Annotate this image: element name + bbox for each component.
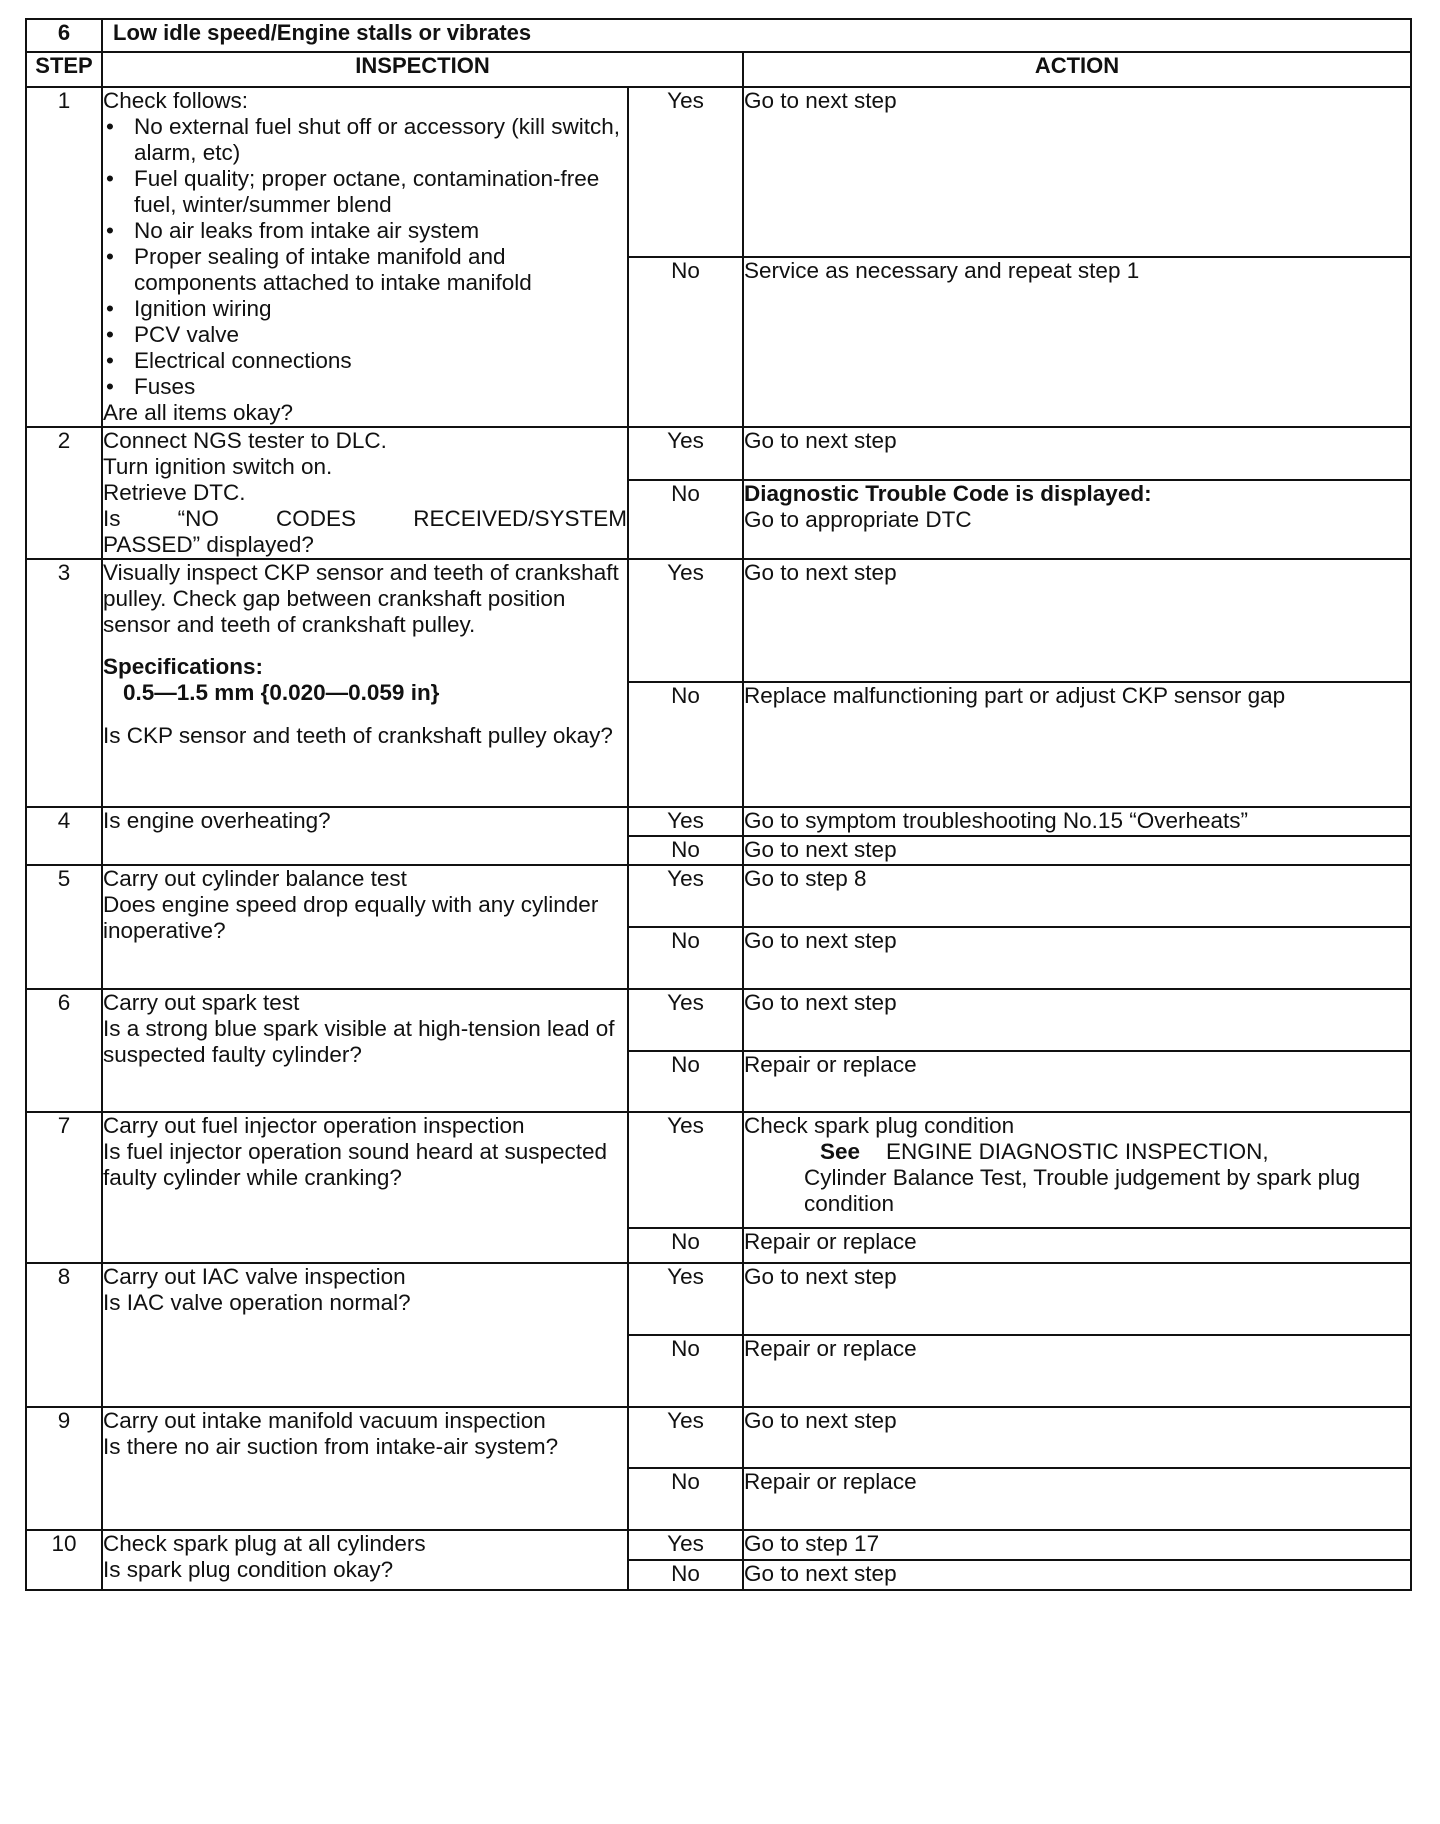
answer-yes: Yes xyxy=(628,1530,743,1560)
inspection-question: Is CKP sensor and teeth of crankshaft pulley okay? xyxy=(103,723,613,748)
action-yes: Go to next step xyxy=(743,87,1411,257)
inspection-text: Visually inspect CKP sensor and teeth of crankshaft pulley. Check gap between crankshaft position sensor and teeth of crankshaft pulley. xyxy=(103,560,619,637)
inspection-cell xyxy=(102,865,628,989)
step-number: 1 xyxy=(26,87,102,427)
inspection-question: Does engine speed drop equally with any cylinder inoperative? xyxy=(103,892,599,943)
answer-no: No xyxy=(628,480,743,559)
action-no: Service as necessary and repeat step 1 xyxy=(743,257,1411,427)
list-item: • No air leaks from intake air system xyxy=(103,218,627,244)
inspection-question: Is a strong blue spark visible at high-tension lead of suspected faulty cylinder? xyxy=(103,1016,615,1067)
action-yes: Go to step 8 xyxy=(743,865,1411,927)
list-item: • No external fuel shut off or accessory (kill switch, alarm, etc) xyxy=(103,114,627,166)
inspection-cell: Is engine overheating? xyxy=(102,807,628,865)
action-no: Go to next step xyxy=(743,1560,1411,1590)
inspection-line: Carry out cylinder balance test xyxy=(103,866,407,891)
inspection-question: Is “NO CODES RECEIVED/SYSTEM xyxy=(103,506,627,531)
table-row xyxy=(26,559,1411,682)
step-number: 2 xyxy=(26,427,102,559)
inspection-question: Is spark plug condition okay? xyxy=(103,1557,394,1582)
answer-no: No xyxy=(628,836,743,865)
table-row xyxy=(26,427,1411,480)
spacer xyxy=(103,706,627,723)
specifications-label: Specifications: xyxy=(103,654,264,679)
inspection-question: Is IAC valve operation normal? xyxy=(103,1290,411,1315)
see-reference-detail: Cylinder Balance Test, Trouble judgement by spark plug condition xyxy=(804,1165,1361,1216)
action-yes: Go to next step xyxy=(743,427,1411,480)
symptom-title: Low idle speed/Engine stalls or vibrates xyxy=(102,19,1411,52)
step-number: 9 xyxy=(26,1407,102,1530)
action-no: Repair or replace xyxy=(743,1335,1411,1407)
list-item: • PCV valve xyxy=(103,322,627,348)
answer-no: No xyxy=(628,1051,743,1112)
answer-no: No xyxy=(628,927,743,989)
step-number: 3 xyxy=(26,559,102,807)
see-reference xyxy=(744,1139,1410,1165)
list-item: • Ignition wiring xyxy=(103,296,627,322)
table-row xyxy=(26,989,1411,1051)
action-no xyxy=(743,480,1411,559)
list-item: • Fuses xyxy=(103,374,627,400)
inspection-cell xyxy=(102,1112,628,1263)
table-row xyxy=(26,1112,1411,1228)
table-row xyxy=(26,807,1411,836)
inspection-cell xyxy=(102,1407,628,1530)
inspection-line: Carry out intake manifold vacuum inspection xyxy=(103,1408,546,1433)
answer-no: No xyxy=(628,257,743,427)
list-item: • Fuel quality; proper octane, contamination-free fuel, winter/summer blend xyxy=(103,166,627,218)
column-header-step: STEP xyxy=(26,52,102,87)
action-yes: Go to step 17 xyxy=(743,1530,1411,1560)
answer-yes: Yes xyxy=(628,1112,743,1228)
diagnostic-page xyxy=(25,18,1410,1591)
see-reference-title: ENGINE DIAGNOSTIC INSPECTION, xyxy=(886,1139,1269,1164)
action-yes: Go to next step xyxy=(743,559,1411,682)
step-number: 4 xyxy=(26,807,102,865)
step-number: 10 xyxy=(26,1530,102,1590)
table-row xyxy=(26,1530,1411,1560)
inspection-line: Retrieve DTC. xyxy=(103,480,246,505)
table-row xyxy=(26,865,1411,927)
step-number: 8 xyxy=(26,1263,102,1407)
inspection-question: Is fuel injector operation sound heard at suspected faulty cylinder while cranking? xyxy=(103,1139,608,1190)
inspection-intro: Check follows: xyxy=(103,88,249,113)
inspection-line: Check spark plug at all cylinders xyxy=(103,1531,426,1556)
answer-yes: Yes xyxy=(628,559,743,682)
inspection-question: Are all items okay? xyxy=(103,400,294,425)
inspection-cell xyxy=(102,1263,628,1407)
inspection-line: Connect NGS tester to DLC. xyxy=(103,428,387,453)
answer-yes: Yes xyxy=(628,87,743,257)
answer-no: No xyxy=(628,1560,743,1590)
see-label: See xyxy=(820,1139,861,1164)
dtc-action-text: Go to appropriate DTC xyxy=(744,506,972,532)
step-number: 5 xyxy=(26,865,102,989)
inspection-question-end: PASSED” displayed? xyxy=(103,532,314,557)
action-no: Repair or replace xyxy=(743,1468,1411,1530)
answer-yes: Yes xyxy=(628,865,743,927)
answer-yes: Yes xyxy=(628,427,743,480)
inspection-cell xyxy=(102,87,628,427)
action-no: Go to next step xyxy=(743,836,1411,865)
action-yes: Go to next step xyxy=(743,1263,1411,1335)
action-no: Go to next step xyxy=(743,927,1411,989)
action-no: Repair or replace xyxy=(743,1051,1411,1112)
column-header-row xyxy=(26,52,1411,87)
answer-no: No xyxy=(628,1228,743,1263)
inspection-line: Turn ignition switch on. xyxy=(103,454,333,479)
diagnostic-table xyxy=(25,18,1412,1591)
action-no: Repair or replace xyxy=(743,1228,1411,1263)
inspection-question: Is there no air suction from intake-air system? xyxy=(103,1434,559,1459)
answer-no: No xyxy=(628,1468,743,1530)
column-header-inspection: INSPECTION xyxy=(102,52,743,87)
answer-yes: Yes xyxy=(628,1263,743,1335)
table-row xyxy=(26,87,1411,257)
list-item: • Proper sealing of intake manifold and components attached to intake manifold xyxy=(103,244,627,296)
answer-yes: Yes xyxy=(628,989,743,1051)
inspection-cell xyxy=(102,1530,628,1590)
check-list xyxy=(103,114,627,400)
answer-yes: Yes xyxy=(628,1407,743,1468)
step-number: 6 xyxy=(26,989,102,1112)
action-yes: Go to next step xyxy=(743,989,1411,1051)
answer-yes: Yes xyxy=(628,807,743,836)
inspection-cell xyxy=(102,559,628,807)
inspection-cell xyxy=(102,989,628,1112)
action-no: Replace malfunctioning part or adjust CKP sensor gap xyxy=(743,682,1411,807)
answer-no: No xyxy=(628,682,743,807)
dtc-displayed-label: Diagnostic Trouble Code is displayed: xyxy=(744,480,1152,506)
table-row xyxy=(26,1263,1411,1335)
table-row xyxy=(26,1407,1411,1468)
table-title-row xyxy=(26,19,1411,52)
action-yes: Go to symptom troubleshooting No.15 “Overheats” xyxy=(743,807,1411,836)
list-item: • Electrical connections xyxy=(103,348,627,374)
action-yes: Go to next step xyxy=(743,1407,1411,1468)
inspection-line: Carry out IAC valve inspection xyxy=(103,1264,406,1289)
specifications-value: 0.5—1.5 mm {0.020—0.059 in} xyxy=(123,680,440,705)
action-yes xyxy=(743,1112,1411,1228)
inspection-line: Carry out spark test xyxy=(103,990,300,1015)
answer-no: No xyxy=(628,1335,743,1407)
action-text: Check spark plug condition xyxy=(744,1113,1015,1138)
symptom-number: 6 xyxy=(26,19,102,52)
inspection-cell xyxy=(102,427,628,559)
column-header-action: ACTION xyxy=(743,52,1411,87)
step-number: 7 xyxy=(26,1112,102,1263)
inspection-line: Carry out fuel injector operation inspection xyxy=(103,1113,525,1138)
